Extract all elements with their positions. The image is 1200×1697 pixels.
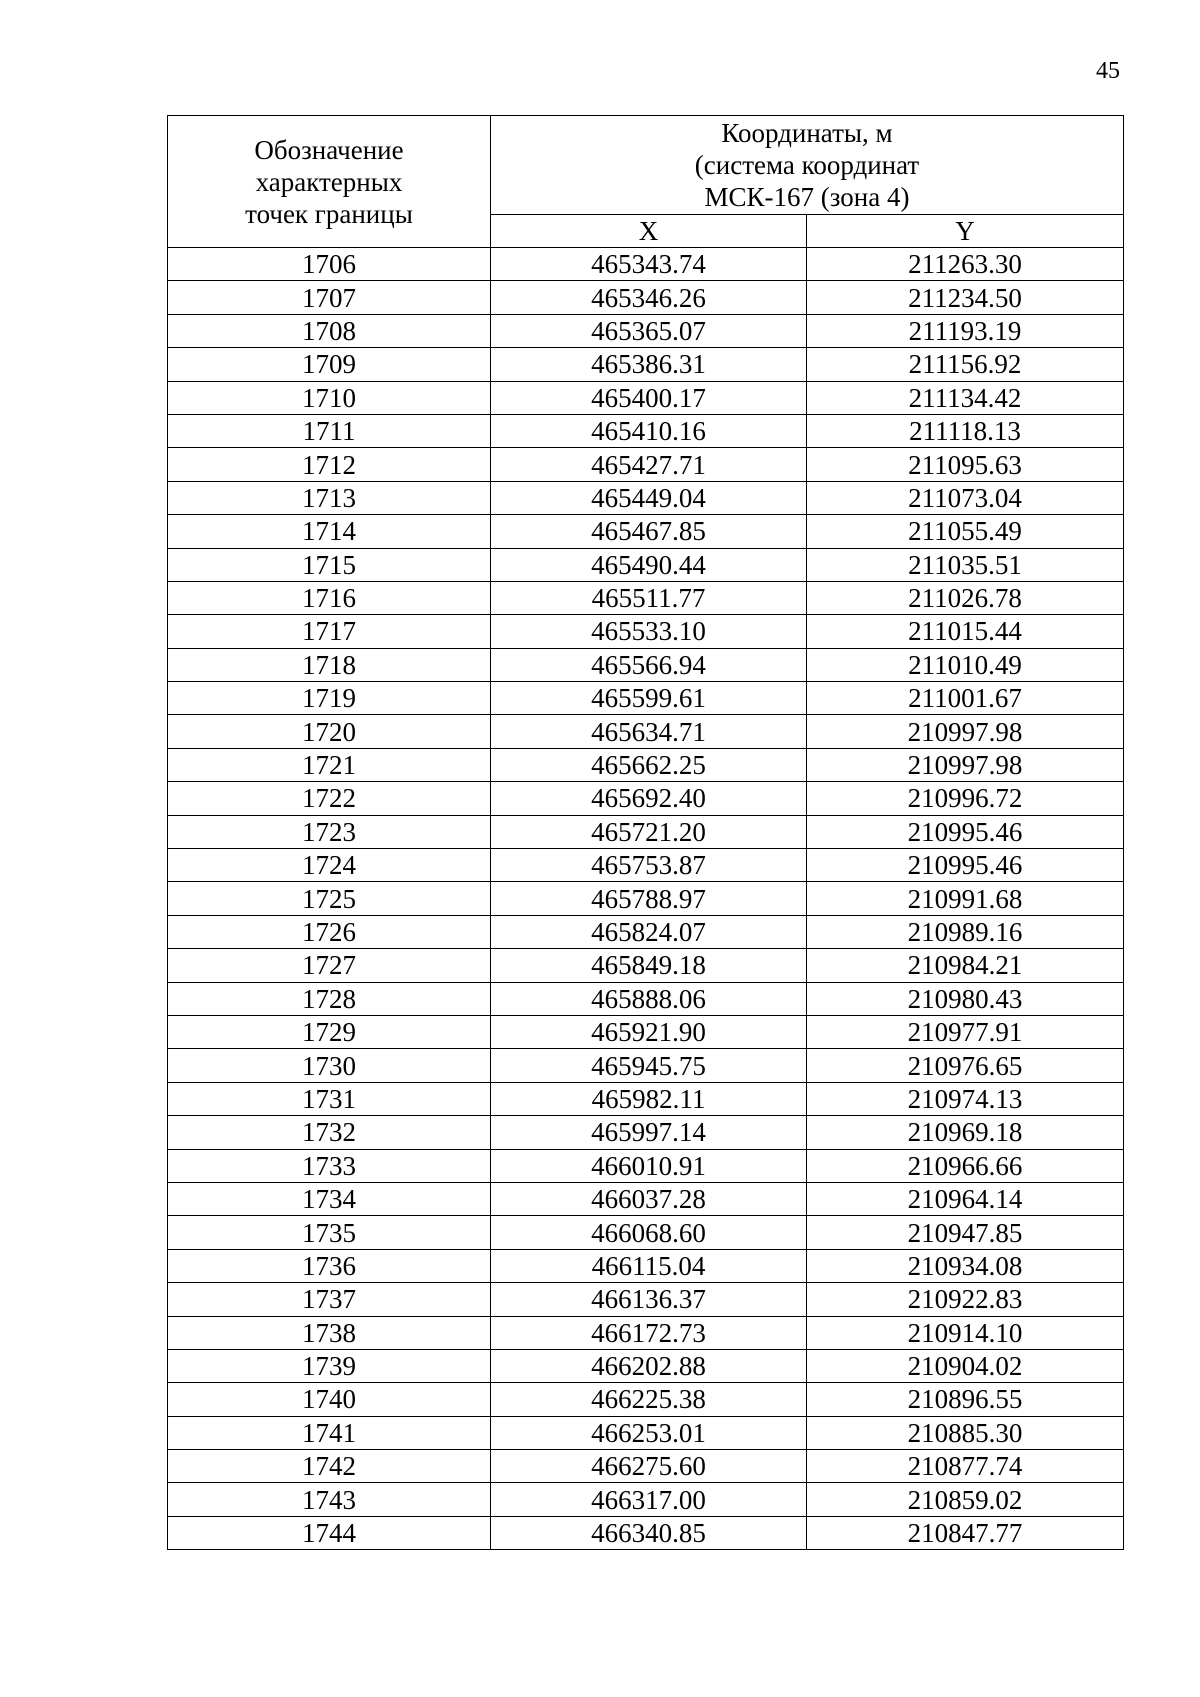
table-row [168,281,1124,314]
y-cell: 210974.13 [807,1082,1124,1115]
table-row [168,1015,1124,1048]
x-cell: 466136.37 [491,1283,807,1316]
y-cell: 210997.98 [807,748,1124,781]
x-cell: 465982.11 [491,1082,807,1115]
x-cell: 465945.75 [491,1049,807,1082]
y-cell: 210964.14 [807,1182,1124,1215]
point-cell: 1744 [168,1516,491,1549]
table-row [168,481,1124,514]
table-row [168,1216,1124,1249]
table-row [168,381,1124,414]
y-cell: 211263.30 [807,248,1124,281]
x-cell: 466068.60 [491,1216,807,1249]
coordinates-header-line: МСК-167 (зона 4) [704,182,910,212]
point-cell: 1740 [168,1383,491,1416]
table-row [168,949,1124,982]
table-row [168,1383,1124,1416]
table-row [168,982,1124,1015]
y-cell: 211035.51 [807,548,1124,581]
x-cell: 466037.28 [491,1182,807,1215]
point-cell: 1714 [168,515,491,548]
x-cell: 465343.74 [491,248,807,281]
x-cell: 465400.17 [491,381,807,414]
y-cell: 210947.85 [807,1216,1124,1249]
table-row [168,1516,1124,1549]
table-row [168,414,1124,447]
y-cell: 210969.18 [807,1116,1124,1149]
x-cell: 465346.26 [491,281,807,314]
x-cell: 465410.16 [491,414,807,447]
x-cell: 465449.04 [491,481,807,514]
x-cell: 466010.91 [491,1149,807,1182]
designation-header-line: характерных [255,166,403,197]
y-cell: 211010.49 [807,648,1124,681]
x-cell: 465662.25 [491,748,807,781]
y-cell: 210977.91 [807,1015,1124,1048]
x-cell: 465753.87 [491,849,807,882]
x-cell: 465386.31 [491,348,807,381]
table-row [168,615,1124,648]
coordinates-header-line: Координаты, м [721,118,893,148]
x-cell: 465533.10 [491,615,807,648]
y-cell: 210914.10 [807,1316,1124,1349]
table-row [168,682,1124,715]
y-cell: 210877.74 [807,1450,1124,1483]
table-row [168,1182,1124,1215]
table-row [168,1450,1124,1483]
point-cell: 1734 [168,1182,491,1215]
x-cell: 465566.94 [491,648,807,681]
table-row [168,581,1124,614]
point-cell: 1713 [168,481,491,514]
coordinates-table [167,115,1124,1550]
y-cell: 211055.49 [807,515,1124,548]
y-cell: 210859.02 [807,1483,1124,1516]
table-row [168,748,1124,781]
x-cell: 466253.01 [491,1416,807,1449]
point-cell: 1735 [168,1216,491,1249]
x-cell: 466202.88 [491,1349,807,1382]
x-cell: 465721.20 [491,815,807,848]
x-cell: 465365.07 [491,314,807,347]
x-cell: 465921.90 [491,1015,807,1048]
y-cell: 210934.08 [807,1249,1124,1282]
y-cell: 211156.92 [807,348,1124,381]
table-row [168,648,1124,681]
x-cell: 466340.85 [491,1516,807,1549]
y-cell: 210904.02 [807,1349,1124,1382]
point-cell: 1738 [168,1316,491,1349]
point-cell: 1720 [168,715,491,748]
point-cell: 1718 [168,648,491,681]
table-row [168,1416,1124,1449]
table-header [168,116,1124,248]
table-row [168,815,1124,848]
point-cell: 1736 [168,1249,491,1282]
designation-header-line: Обозначение [254,134,404,165]
table-row [168,1249,1124,1282]
y-cell: 211026.78 [807,581,1124,614]
table-row [168,248,1124,281]
y-cell: 210896.55 [807,1383,1124,1416]
point-cell: 1731 [168,1082,491,1115]
point-cell: 1723 [168,815,491,848]
x-cell: 465692.40 [491,782,807,815]
point-cell: 1725 [168,882,491,915]
table-row [168,1149,1124,1182]
point-cell: 1733 [168,1149,491,1182]
point-cell: 1729 [168,1015,491,1048]
point-cell: 1708 [168,314,491,347]
y-cell: 210984.21 [807,949,1124,982]
y-cell: 210885.30 [807,1416,1124,1449]
table-row [168,1349,1124,1382]
table-row [168,1483,1124,1516]
point-cell: 1722 [168,782,491,815]
point-cell: 1742 [168,1450,491,1483]
y-cell: 210991.68 [807,882,1124,915]
y-cell: 211001.67 [807,682,1124,715]
point-cell: 1711 [168,414,491,447]
y-cell: 210976.65 [807,1049,1124,1082]
point-cell: 1741 [168,1416,491,1449]
table-row [168,715,1124,748]
point-cell: 1715 [168,548,491,581]
point-cell: 1707 [168,281,491,314]
y-cell: 210995.46 [807,815,1124,848]
x-cell: 466275.60 [491,1450,807,1483]
point-cell: 1721 [168,748,491,781]
table-row [168,314,1124,347]
point-cell: 1726 [168,915,491,948]
table-row [168,1283,1124,1316]
x-cell: 465997.14 [491,1116,807,1149]
table-row [168,882,1124,915]
y-cell: 210997.98 [807,715,1124,748]
x-cell: 465849.18 [491,949,807,982]
table-body [168,248,1124,1550]
x-cell: 466172.73 [491,1316,807,1349]
y-cell: 210847.77 [807,1516,1124,1549]
designation-header-line: точек границы [245,198,413,229]
y-cell: 211095.63 [807,448,1124,481]
point-cell: 1727 [168,949,491,982]
point-cell: 1710 [168,381,491,414]
table-row [168,1116,1124,1149]
header-row-top [168,116,1124,215]
coordinates-header-line: (система координат [694,150,920,180]
table-row [168,1082,1124,1115]
table-row [168,1049,1124,1082]
designation-header [168,116,491,248]
point-cell: 1716 [168,581,491,614]
table-row [168,448,1124,481]
y-cell: 210922.83 [807,1283,1124,1316]
point-cell: 1712 [168,448,491,481]
point-cell: 1706 [168,248,491,281]
x-cell: 466225.38 [491,1383,807,1416]
point-cell: 1709 [168,348,491,381]
x-cell: 465888.06 [491,982,807,1015]
table-row [168,915,1124,948]
table-row [168,849,1124,882]
page-number: 45 [1096,58,1120,84]
point-cell: 1719 [168,682,491,715]
point-cell: 1728 [168,982,491,1015]
y-cell: 210996.72 [807,782,1124,815]
table-row [168,1316,1124,1349]
x-cell: 465511.77 [491,581,807,614]
point-cell: 1724 [168,849,491,882]
table-row [168,515,1124,548]
y-header: Y [807,215,1124,248]
y-cell: 211234.50 [807,281,1124,314]
x-header: X [491,215,807,248]
table-row [168,348,1124,381]
point-cell: 1743 [168,1483,491,1516]
point-cell: 1739 [168,1349,491,1382]
x-cell: 465467.85 [491,515,807,548]
y-cell: 210995.46 [807,849,1124,882]
point-cell: 1737 [168,1283,491,1316]
coordinates-header [491,116,1124,215]
y-cell: 211134.42 [807,381,1124,414]
y-cell: 210980.43 [807,982,1124,1015]
point-cell: 1732 [168,1116,491,1149]
y-cell: 210966.66 [807,1149,1124,1182]
y-cell: 211118.13 [807,414,1124,447]
point-cell: 1717 [168,615,491,648]
x-cell: 465824.07 [491,915,807,948]
y-cell: 210989.16 [807,915,1124,948]
x-cell: 465490.44 [491,548,807,581]
x-cell: 465788.97 [491,882,807,915]
x-cell: 465634.71 [491,715,807,748]
table-row [168,548,1124,581]
point-cell: 1730 [168,1049,491,1082]
x-cell: 466317.00 [491,1483,807,1516]
y-cell: 211193.19 [807,314,1124,347]
x-cell: 466115.04 [491,1249,807,1282]
table-row [168,782,1124,815]
y-cell: 211073.04 [807,481,1124,514]
y-cell: 211015.44 [807,615,1124,648]
x-cell: 465427.71 [491,448,807,481]
x-cell: 465599.61 [491,682,807,715]
